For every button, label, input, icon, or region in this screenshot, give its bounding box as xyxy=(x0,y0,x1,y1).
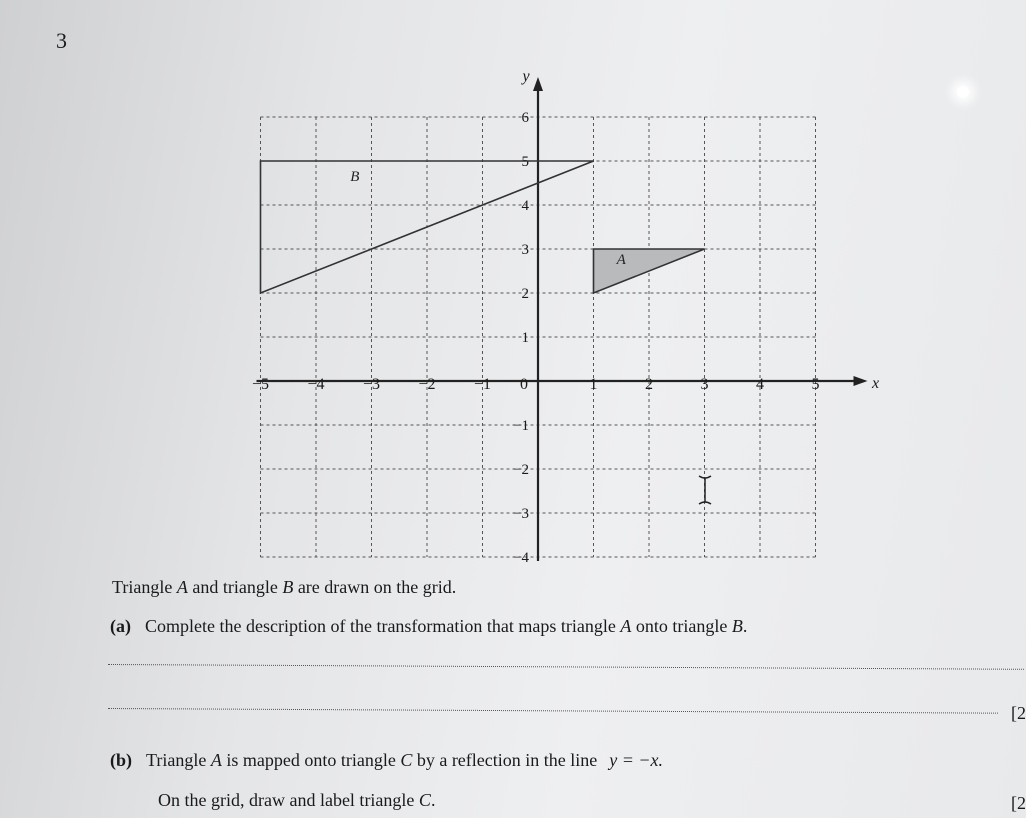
x-tick-label: 3 xyxy=(700,376,709,393)
triangle-b-label: B xyxy=(350,168,360,185)
y-tick-label: 4 xyxy=(521,198,529,214)
part-a-label: (a) xyxy=(110,616,131,636)
x-axis-label: x xyxy=(871,375,880,392)
x-tick-label: 2 xyxy=(645,376,653,393)
x-tick-label: −3 xyxy=(362,376,381,393)
x-tick-label: 5 xyxy=(811,376,820,393)
y-tick-label: −3 xyxy=(513,506,529,522)
part-b-question: (b) Triangle A is mapped onto triangle C by a reflection in the line y = −x. xyxy=(110,750,664,770)
y-tick-label: 1 xyxy=(521,330,529,346)
y-tick-label: 3 xyxy=(521,242,529,258)
equation: y = −x. xyxy=(609,750,664,770)
text-cursor-icon xyxy=(699,476,711,504)
part-b-marks: [2 xyxy=(1011,793,1026,813)
triangle-a-label: A xyxy=(616,251,626,268)
y-tick-label: 6 xyxy=(521,110,529,126)
x-tick-label: −2 xyxy=(418,376,436,393)
origin-label: 0 xyxy=(520,376,528,393)
y-tick-label: −4 xyxy=(513,550,529,566)
tick-labels xyxy=(252,68,879,566)
part-a-question: (a) Complete the description of the transformation that maps triangle A onto triangle B. xyxy=(110,616,748,636)
part-b-label: (b) xyxy=(110,750,132,770)
axes xyxy=(257,77,868,561)
question-number: 3 xyxy=(56,28,67,53)
y-tick-label: 2 xyxy=(521,286,529,302)
y-axis-label: y xyxy=(522,68,530,85)
y-tick-label: −2 xyxy=(513,462,529,478)
x-tick-label: −4 xyxy=(307,376,325,393)
part-a-marks: [2 xyxy=(1011,703,1026,723)
x-tick-label: −5 xyxy=(251,376,270,393)
question-intro: Triangle A and triangle B are drawn on the grid. xyxy=(112,577,457,597)
x-tick-label: 1 xyxy=(589,376,598,393)
part-b-instruction: On the grid, draw and label triangle C. xyxy=(158,790,436,810)
x-axis-arrow xyxy=(854,376,868,386)
y-tick-label: 5 xyxy=(521,154,529,170)
x-tick-label: −1 xyxy=(473,376,492,393)
x-tick-label: 4 xyxy=(756,376,764,393)
y-axis-arrow xyxy=(533,77,543,91)
y-tick-label: −1 xyxy=(513,418,529,434)
